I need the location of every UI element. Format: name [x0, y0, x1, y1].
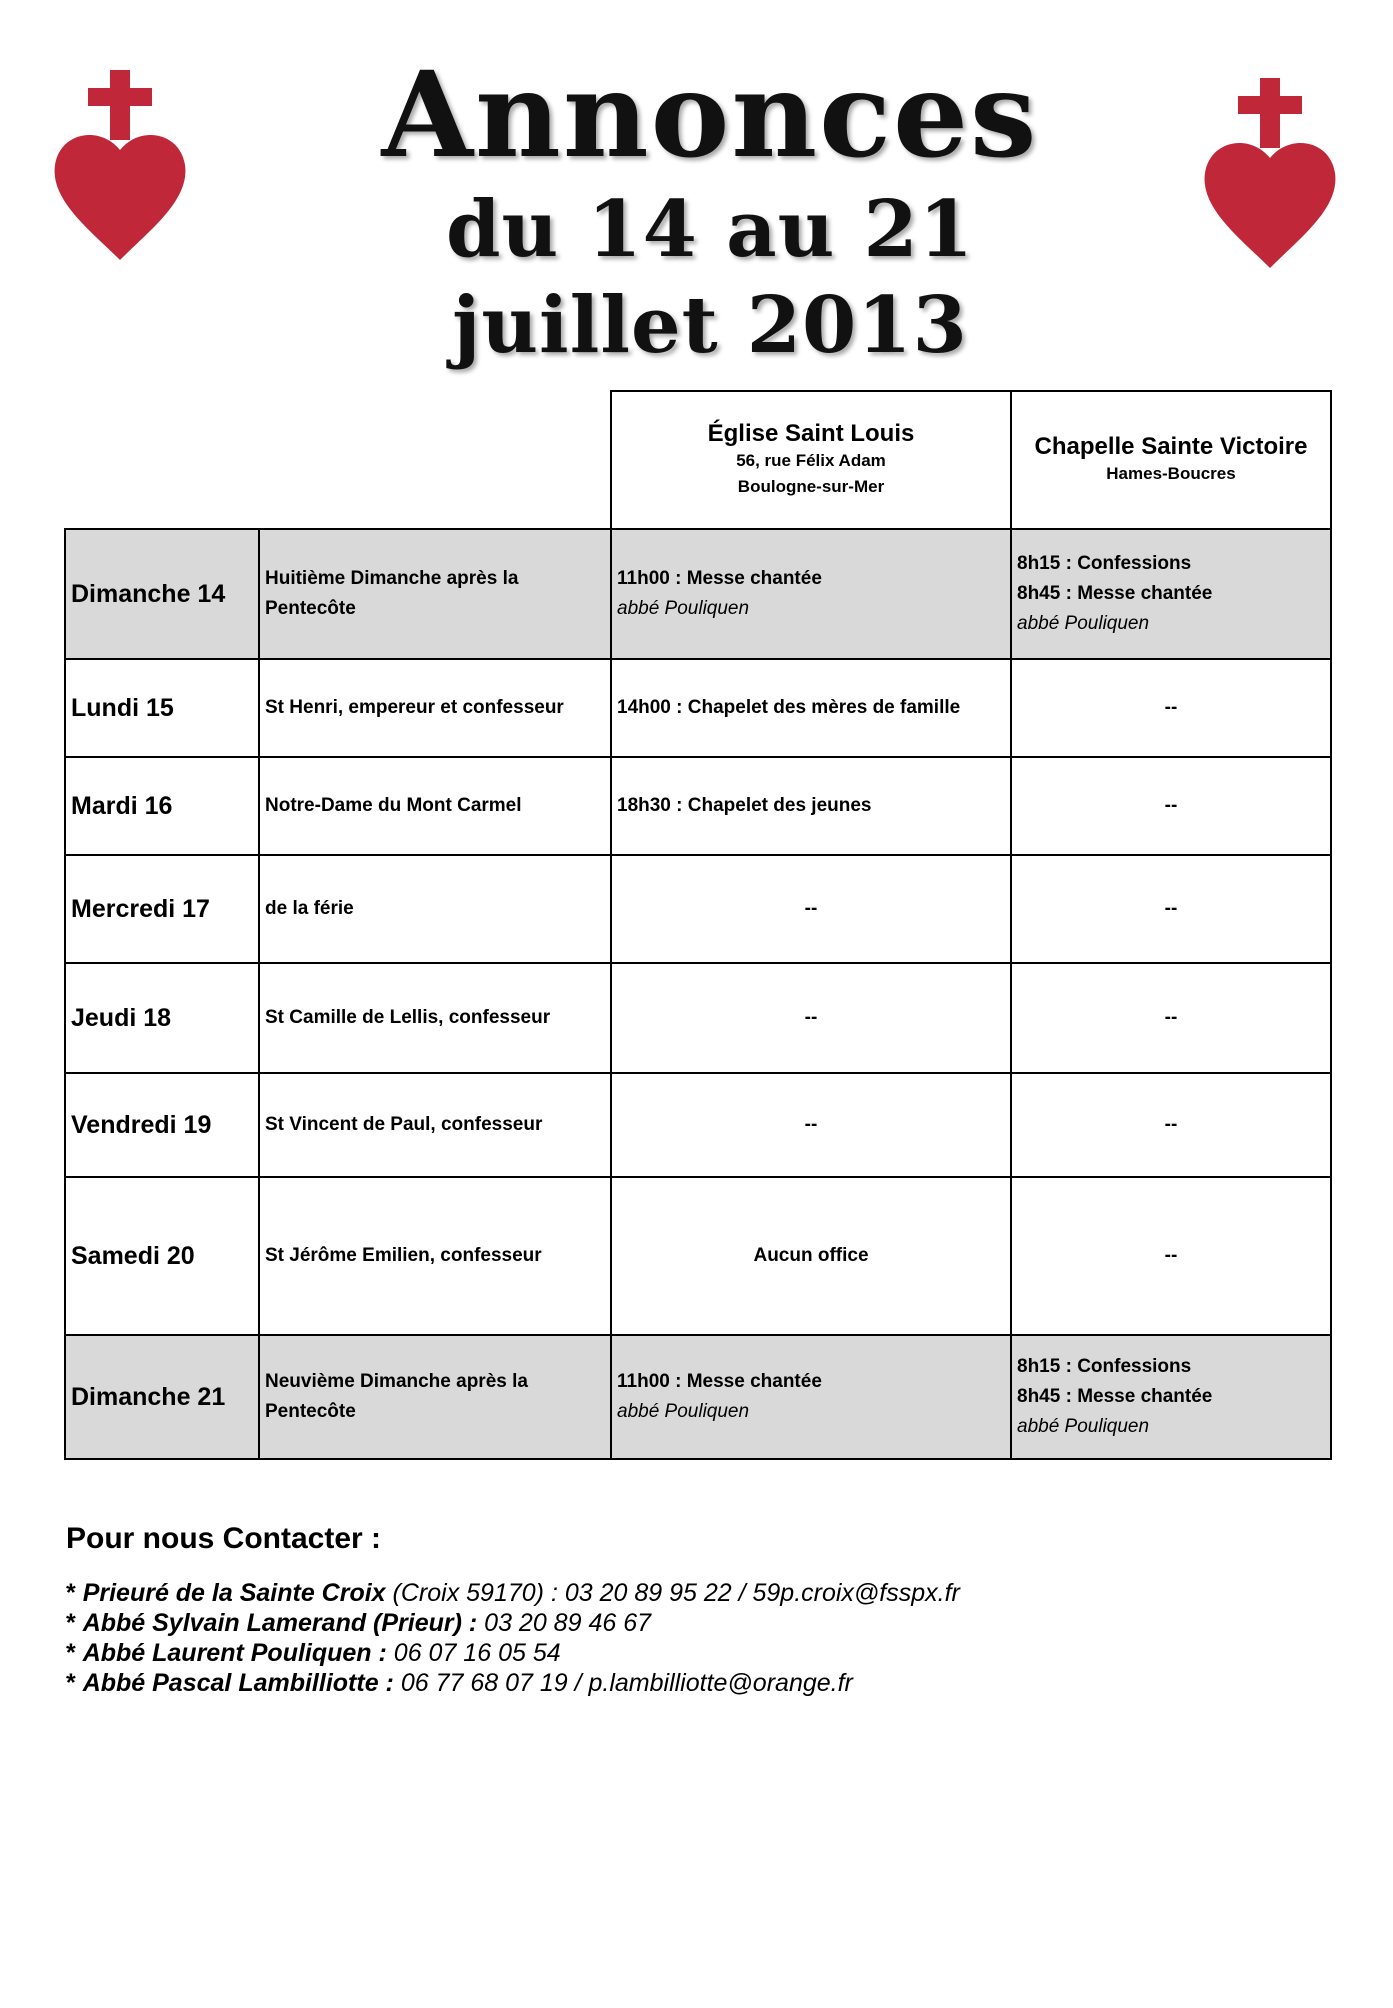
church-name: Église Saint Louis [707, 420, 915, 447]
church-header-sainte-victoire [1011, 391, 1331, 529]
feast-cell: de la férie [259, 855, 611, 963]
schedule-entry: -- [1164, 1114, 1178, 1135]
sacred-heart-left-icon [50, 70, 190, 270]
schedule-entry: Aucun office [753, 1245, 869, 1266]
contact-heading: Pour nous Contacter : [66, 1522, 382, 1555]
day-cell: Samedi 20 [65, 1177, 259, 1335]
schedule-table [64, 390, 1332, 1460]
schedule-entry: 11h00 : Messe chantée [617, 1371, 822, 1392]
saint-louis-cell [611, 1335, 1011, 1459]
page-title: Annonces [381, 45, 1039, 184]
schedule-entry: 8h15 : Confessions [1017, 553, 1192, 574]
sainte-victoire-cell [1011, 529, 1331, 659]
schedule-entry: 8h45 : Messe chantée [1017, 1386, 1213, 1407]
sainte-victoire-cell [1011, 1073, 1331, 1177]
schedule-entry: -- [804, 1114, 818, 1135]
contact-entry [66, 1638, 960, 1668]
celebrant-name: abbé Pouliquen [617, 598, 750, 619]
bullet-star: * [66, 1579, 83, 1607]
contact-details: (Croix 59170) : 03 20 89 95 22 / 59p.croix@fsspx.fr [385, 1579, 960, 1607]
schedule-entry: -- [1164, 697, 1178, 718]
table-row [65, 1177, 1331, 1335]
saint-louis-cell [611, 963, 1011, 1073]
table-row [65, 1073, 1331, 1177]
contact-entry [66, 1668, 960, 1698]
day-cell: Mardi 16 [65, 757, 259, 855]
contact-name: Prieuré de la Sainte Croix [82, 1579, 386, 1607]
church-address-line: Hames-Boucres [1106, 464, 1236, 483]
sacred-heart-right-icon [1200, 78, 1340, 278]
celebrant-name: abbé Pouliquen [1017, 1416, 1150, 1437]
saint-louis-cell [611, 1177, 1011, 1335]
schedule-entry: -- [1164, 795, 1178, 816]
sainte-victoire-cell [1011, 963, 1331, 1073]
celebrant-name: abbé Pouliquen [1017, 613, 1150, 634]
table-row [65, 529, 1331, 659]
sainte-victoire-cell [1011, 1335, 1331, 1459]
schedule-entry: 8h15 : Confessions [1017, 1356, 1192, 1377]
page-header [300, 45, 1120, 374]
header-blank [65, 391, 611, 529]
feast-cell: St Camille de Lellis, confesseur [259, 963, 611, 1073]
day-cell: Lundi 15 [65, 659, 259, 757]
contact-details: 06 07 16 05 54 [386, 1639, 561, 1667]
saint-louis-cell [611, 529, 1011, 659]
day-cell: Jeudi 18 [65, 963, 259, 1073]
contact-details: 03 20 89 46 67 [477, 1609, 652, 1637]
sainte-victoire-cell [1011, 757, 1331, 855]
contact-entry [66, 1578, 960, 1608]
schedule-entry: 18h30 : Chapelet des jeunes [617, 795, 872, 816]
contact-list [66, 1578, 960, 1698]
schedule-entry: -- [1164, 1245, 1178, 1266]
schedule-entry: 14h00 : Chapelet des mères de famille [617, 697, 961, 718]
sainte-victoire-cell [1011, 855, 1331, 963]
day-cell: Dimanche 21 [65, 1335, 259, 1459]
church-address-line: 56, rue Félix Adam [736, 451, 886, 470]
celebrant-name: abbé Pouliquen [617, 1401, 750, 1422]
saint-louis-cell [611, 855, 1011, 963]
contact-section [66, 1522, 960, 1698]
bullet-star: * [66, 1669, 83, 1697]
table-row [65, 855, 1331, 963]
table-row [65, 757, 1331, 855]
church-address-line: Boulogne-sur-Mer [737, 477, 885, 496]
feast-cell: Huitième Dimanche après la Pentecôte [259, 529, 611, 659]
schedule-entry: -- [1164, 898, 1178, 919]
saint-louis-cell [611, 659, 1011, 757]
feast-cell: Neuvième Dimanche après la Pentecôte [259, 1335, 611, 1459]
feast-cell: St Henri, empereur et confesseur [259, 659, 611, 757]
schedule-entry: -- [804, 1007, 818, 1028]
bullet-star: * [66, 1609, 83, 1637]
contact-name: Abbé Pascal Lambilliotte : [82, 1669, 394, 1697]
contact-name: Abbé Laurent Pouliquen : [82, 1639, 387, 1667]
sainte-victoire-cell [1011, 1177, 1331, 1335]
saint-louis-cell [611, 1073, 1011, 1177]
sainte-victoire-cell [1011, 659, 1331, 757]
schedule-entry: -- [1164, 1007, 1178, 1028]
feast-cell: St Jérôme Emilien, confesseur [259, 1177, 611, 1335]
bullet-star: * [66, 1639, 83, 1667]
day-cell: Mercredi 17 [65, 855, 259, 963]
schedule-entry: 11h00 : Messe chantée [617, 568, 822, 589]
table-row [65, 659, 1331, 757]
feast-cell: St Vincent de Paul, confesseur [259, 1073, 611, 1177]
table-row [65, 1335, 1331, 1459]
feast-cell: Notre-Dame du Mont Carmel [259, 757, 611, 855]
table-row [65, 963, 1331, 1073]
day-cell: Dimanche 14 [65, 529, 259, 659]
church-name: Chapelle Sainte Victoire [1034, 433, 1308, 460]
contact-entry [66, 1608, 960, 1638]
table-header-row [65, 391, 1331, 529]
contact-name: Abbé Sylvain Lamerand (Prieur) : [82, 1609, 478, 1637]
schedule-entry: 8h45 : Messe chantée [1017, 583, 1213, 604]
page-subtitle: du 14 au 21 juillet 2013 [445, 184, 975, 371]
contact-details: 06 77 68 07 19 / p.lambilliotte@orange.fr [393, 1669, 853, 1697]
church-header-saint-louis [611, 391, 1011, 529]
saint-louis-cell [611, 757, 1011, 855]
schedule-entry: -- [804, 898, 818, 919]
day-cell: Vendredi 19 [65, 1073, 259, 1177]
